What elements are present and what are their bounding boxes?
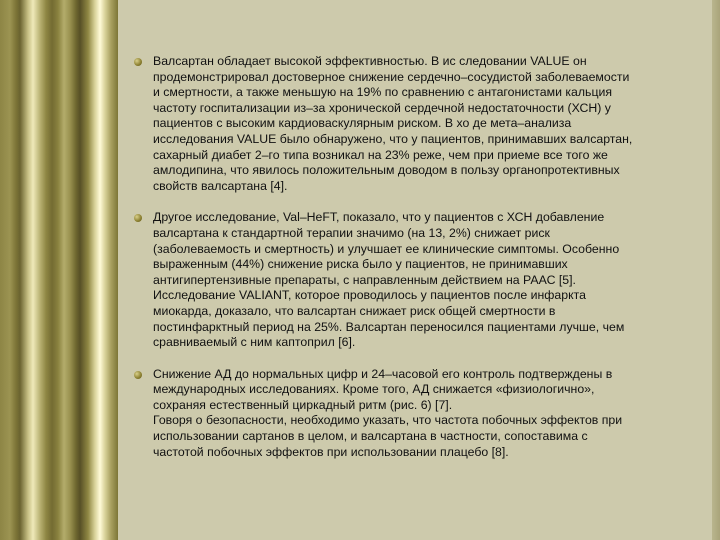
- text-line: международных исследованиях. Кроме того, АД снижается «физиологично»,: [153, 382, 595, 397]
- text-line: Снижение АД до нормальных цифр и 24–часовой его контроль подтверждены в: [153, 366, 613, 381]
- text-line: Исследование VALIANT, которое проводилось у пациентов после инфаркта: [153, 288, 586, 303]
- bullet-dot-icon: [134, 371, 142, 379]
- text-line: валсартана к стандартной терапии значимо (на 13, 2%) снижает риск: [153, 225, 550, 240]
- text-line: частотой побочных эффектов при использовании плацебо [8].: [153, 444, 509, 459]
- text-line: исследования VALUE было обнаружено, что у пациентов, принимавших валсартан,: [153, 131, 633, 146]
- text-line: антигипертензивные препараты, с направленным действием на РААС [5].: [153, 272, 576, 287]
- text-line: амлодипина, что явилось положительным доводом в пользу органопротективных: [153, 163, 620, 178]
- right-edge-shadow: [712, 0, 720, 540]
- decorative-gold-band: [0, 0, 118, 540]
- text-line: постинфарктный период на 25%. Валсартан переносился пациентами лучше, чем: [153, 319, 625, 334]
- text-line: продемонстрировал достоверное снижение сердечно–сосудистой заболеваемости: [153, 69, 630, 84]
- text-line: и смертности, а также меньшую на 19% по сравнению с антагонистами кальция: [153, 85, 613, 100]
- text-line: Говоря о безопасности, необходимо указать, что частота побочных эффектов при: [153, 413, 623, 428]
- text-line: частоту госпитализации из–за хронической сердечной недостаточности (ХСН) у: [153, 100, 611, 115]
- text-line: сравниваемый с ним каптоприл [6].: [153, 335, 356, 350]
- text-line: Другое исследование, Val–HeFT, показало, что у пациентов с ХСН добавление: [153, 210, 605, 225]
- text-line: свойств валсартана [4].: [153, 178, 288, 193]
- text-line: использовании сартанов в целом, и валсартана в частности, сопоставима с: [153, 429, 588, 444]
- text-line: сахарный диабет 2–го типа возникал на 23% реже, чем при приеме все того же: [153, 147, 608, 162]
- text-line: миокарда, доказало, что валсартан снижает риск общей смертности в: [153, 303, 556, 318]
- text-line: пациентов с высоким кардиоваскулярным риском. В хо де мета–анализа: [153, 116, 572, 131]
- bullet-item-bp-safety: [134, 367, 702, 461]
- text-line: Валсартан обладает высокой эффективностью. В ис следовании VALUE он: [153, 54, 587, 68]
- bullet-item-valheft-study: [134, 210, 702, 350]
- bullet-list: [134, 54, 702, 460]
- bullet-item-valsartan-efficacy: [134, 54, 702, 194]
- bullet-dot-icon: [134, 58, 142, 66]
- bullet-dot-icon: [134, 214, 142, 222]
- text-line: (заболеваемость и смертность) и улучшает ее клинические симптомы. Особенно: [153, 241, 620, 256]
- text-line: выраженным (44%) снижение риска было у пациентов, не принимавших: [153, 257, 568, 272]
- text-line: сохраняя естественный циркадный ритм (рис. 6) [7].: [153, 397, 453, 412]
